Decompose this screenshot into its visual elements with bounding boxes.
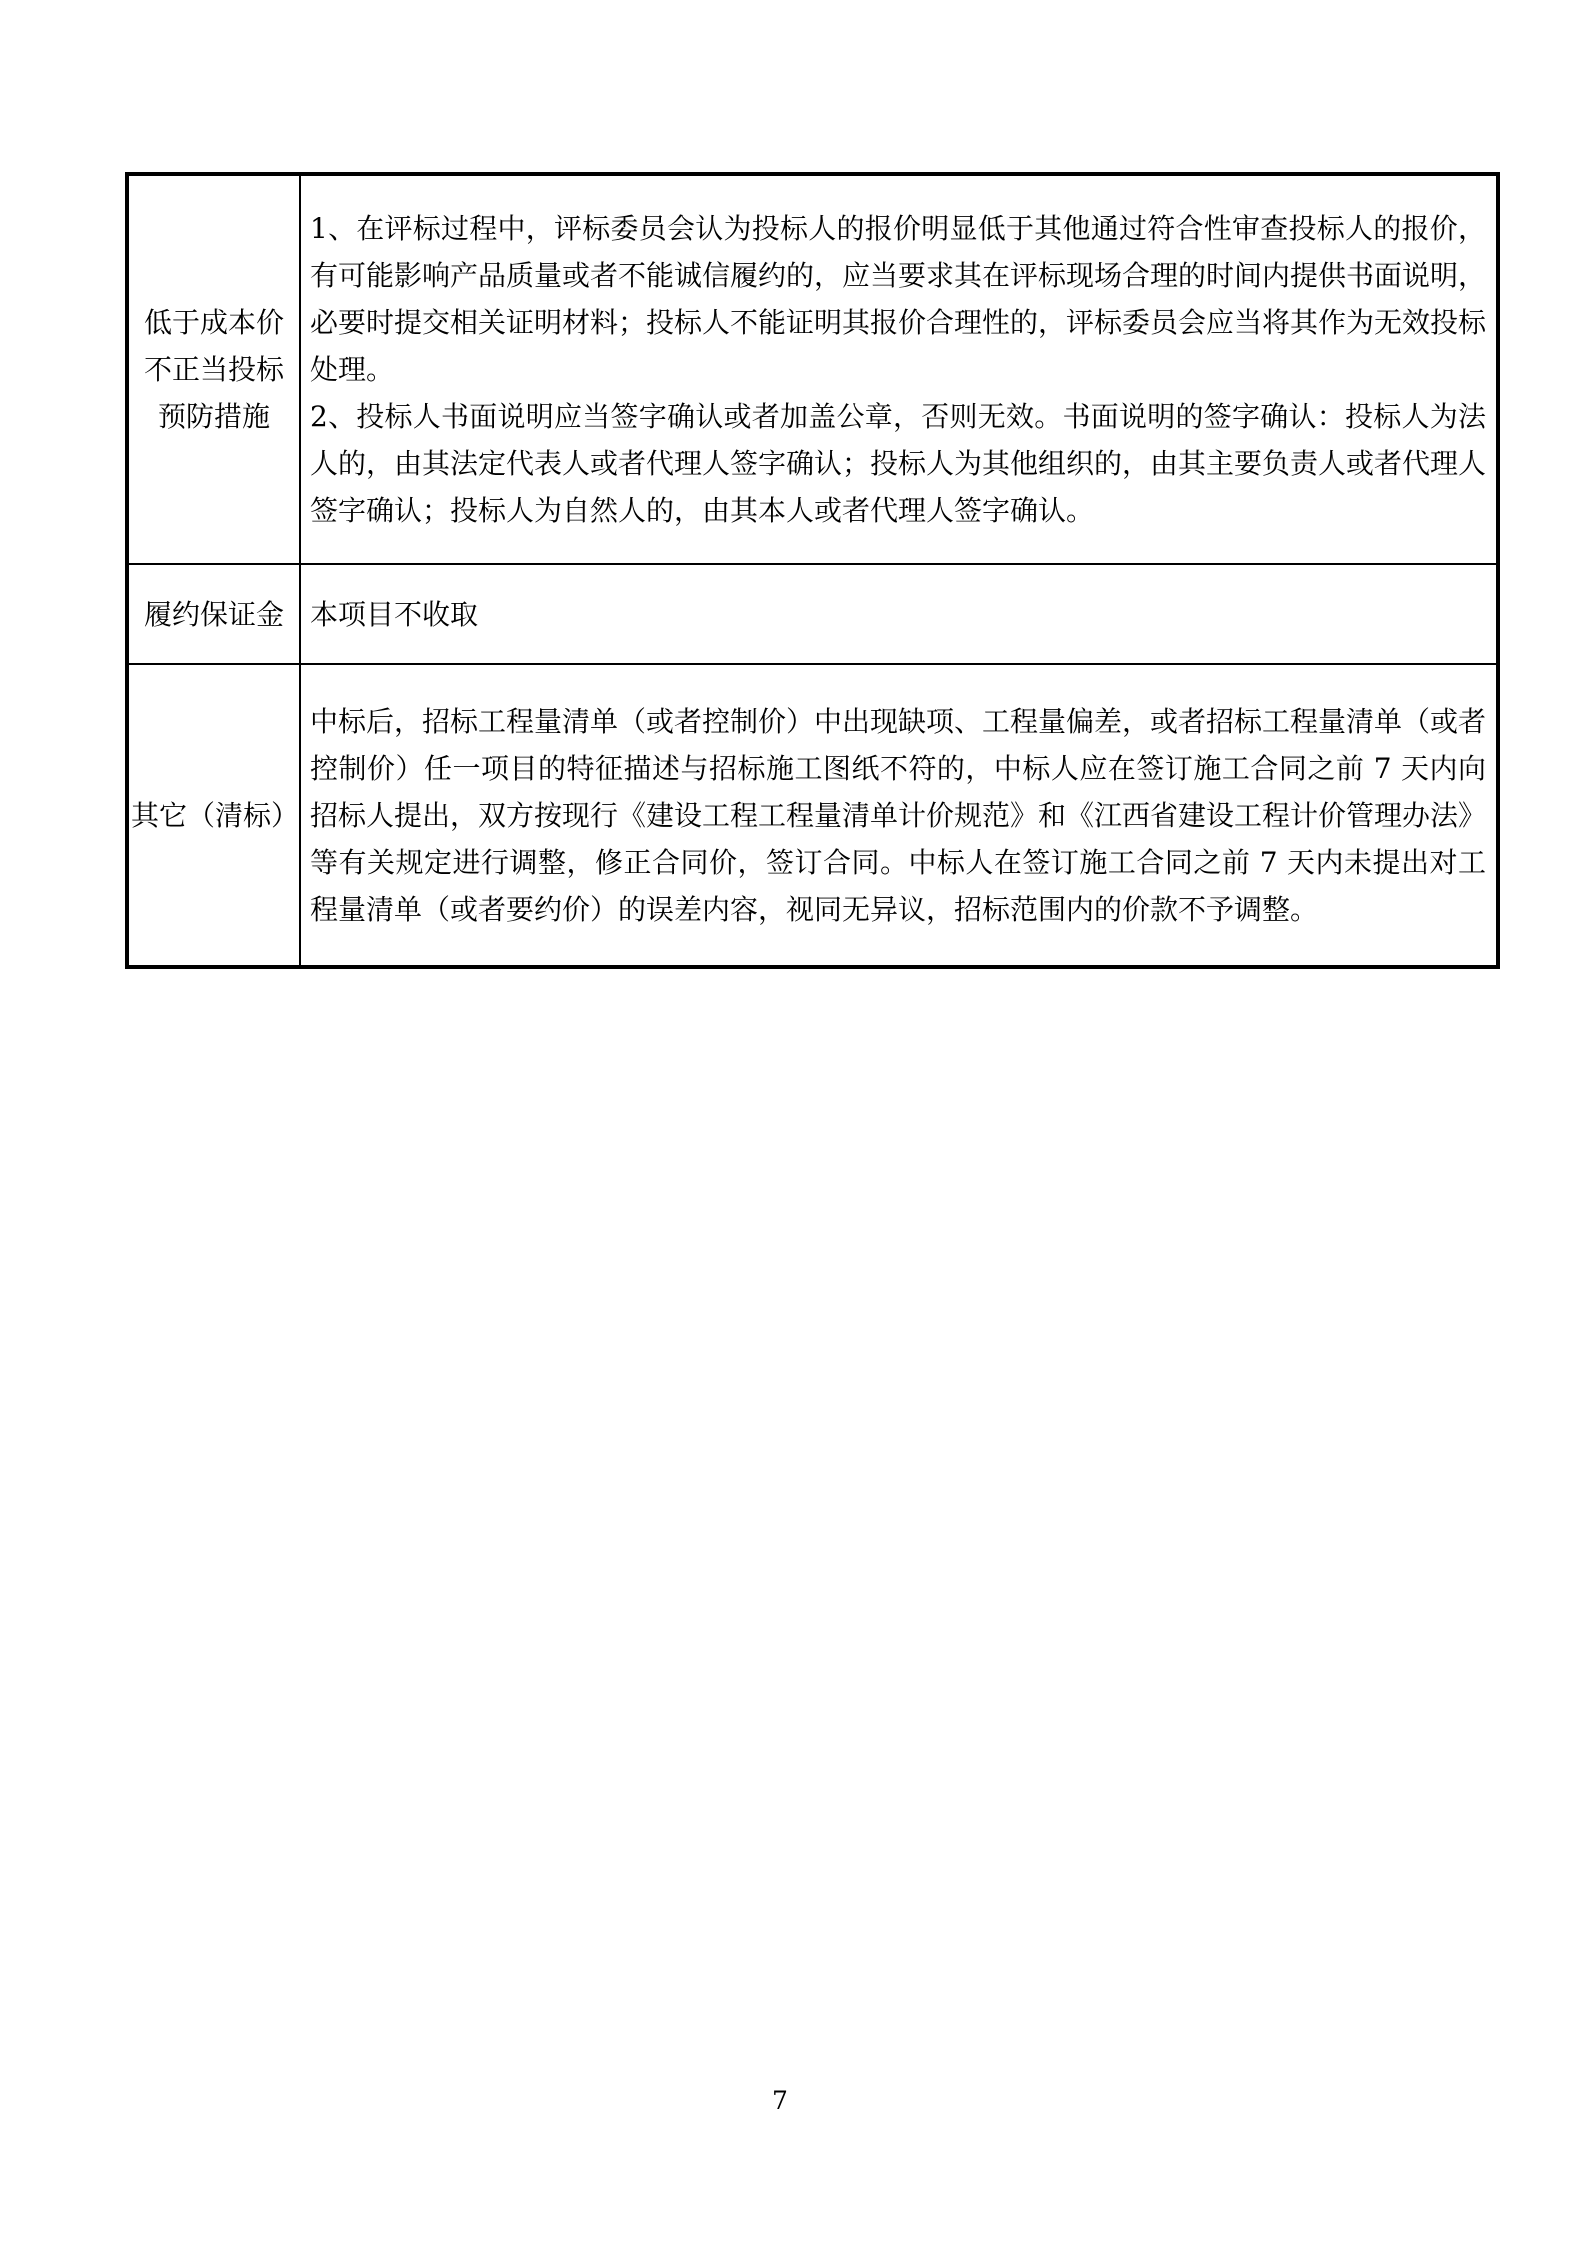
row-label-line: 预防措施 (157, 400, 270, 433)
row-label-cell (127, 564, 300, 664)
row-label-cell (127, 174, 300, 564)
tender-info-table (125, 172, 1500, 969)
clause-paragraph: 本项目不收取 (310, 597, 479, 631)
row-label-line: 不正当投标 (143, 353, 284, 386)
clause-paragraph: 中标后，招标工程量清单（或者控制价）中出现缺项、工程量偏差，或者招标工程量清单（或者控制价）任一项目的特征描述与招标施工图纸不符的，中标人应在签订施工合同之前 7 天内向招标人提出，双方按现行《建设工程工程量清单计价规范》和《江西省建设工程计价管理办法》等有关规定进行调整，修正合同价，签订合同。中标人在签订施工合同之前 7 天内未提出对工程量清单（或者要约价）的误差内容，视同无异议，招标范围内的价款不予调整。 (310, 704, 1487, 926)
row-label-cell (127, 664, 300, 967)
page-number: 7 (772, 2086, 788, 2115)
row-label-line: 其它（清标） (131, 798, 300, 832)
table-row-below-cost-prevention (127, 174, 1498, 564)
clause-paragraph-1: 1、在评标过程中，评标委员会认为投标人的报价明显低于其他通过符合性审查投标人的报价，有可能影响产品质量或者不能诚信履约的，应当要求其在评标现场合理的时间内提供书面说明，必要时提交相关证明材料；投标人不能证明其报价合理性的，评标委员会应当将其作为无效投标处理。 (310, 212, 1487, 386)
table-row-performance-bond (127, 564, 1498, 664)
row-content-cell (300, 664, 1498, 967)
clause-paragraph-2: 2、投标人书面说明应当签字确认或者加盖公章，否则无效。书面说明的签字确认：投标人为法人的，由其法定代表人或者代理人签字确认；投标人为其他组织的，由其主要负责人或者代理人签字确认；投标人为自然人的，由其本人或者代理人签字确认。 (310, 400, 1487, 527)
row-content-cell (300, 564, 1498, 664)
row-label-line: 履约保证金 (143, 597, 284, 631)
table-row-other-bid-clarification (127, 664, 1498, 967)
row-label-line: 低于成本价 (143, 306, 284, 339)
row-content-cell (300, 174, 1498, 564)
